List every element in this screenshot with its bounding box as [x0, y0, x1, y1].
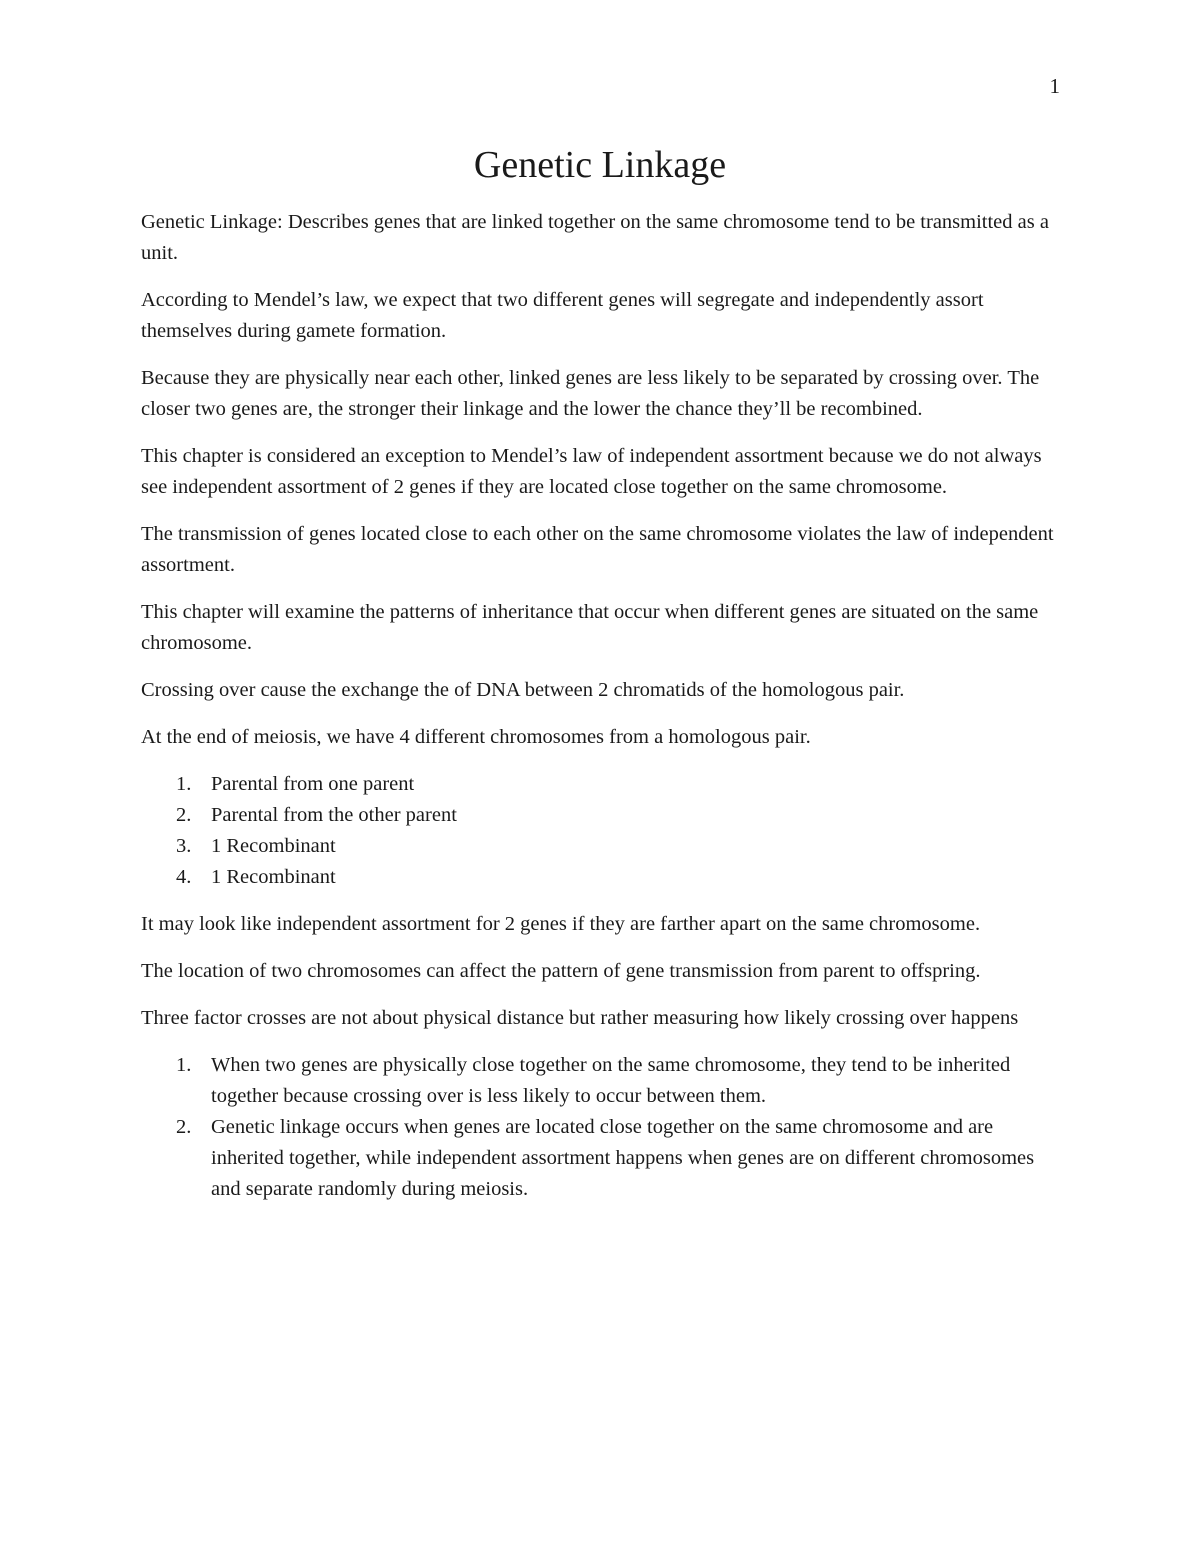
- paragraph: Genetic Linkage: Describes genes that are linked together on the same chromosome tend to be transmitted as a unit.: [141, 211, 1049, 264]
- list-number: 2.: [176, 1116, 192, 1138]
- list-number: 2.: [176, 804, 192, 826]
- list-number: 4.: [176, 866, 192, 888]
- document-body: [141, 207, 1061, 1221]
- paragraph: At the end of meiosis, we have 4 different chromosomes from a homologous pair.: [141, 726, 811, 748]
- chromosome-list: [141, 769, 1061, 893]
- list-item-text: When two genes are physically close together on the same chromosome, they tend to be inherited together because crossing over is less likely to occur between them.: [211, 1054, 1011, 1107]
- list-item-text: Parental from the other parent: [211, 804, 457, 826]
- paragraph: The location of two chromosomes can affect the pattern of gene transmission from parent to offspring.: [141, 960, 981, 982]
- list-item: [141, 1112, 1061, 1205]
- list-item: [141, 769, 1061, 800]
- paragraph: This chapter will examine the patterns of inheritance that occur when different genes are situated on the same chromosome.: [141, 601, 1039, 654]
- list-item-text: 1 Recombinant: [211, 835, 336, 857]
- paragraph: Three factor crosses are not about physical distance but rather measuring how likely crossing over happens: [141, 1007, 1019, 1029]
- document-title: Genetic Linkage: [473, 144, 727, 186]
- list-item: [141, 800, 1061, 831]
- list-item-text: 1 Recombinant: [211, 866, 336, 888]
- list-item-text: Genetic linkage occurs when genes are located close together on the same chromosome and are inherited together, while independent assortment happens when genes are on different chromosomes and separate randomly during meiosis.: [211, 1116, 1035, 1200]
- list-item: [141, 831, 1061, 862]
- list-item: [141, 1050, 1061, 1112]
- list-number: 1.: [176, 1054, 192, 1076]
- list-number: 3.: [176, 835, 192, 857]
- paragraph: Because they are physically near each other, linked genes are less likely to be separated by crossing over. The closer two genes are, the stronger their linkage and the lower the chance they’ll be recombined.: [141, 367, 1040, 420]
- page-number: 1: [1049, 74, 1060, 98]
- paragraph: Crossing over cause the exchange the of DNA between 2 chromatids of the homologous pair.: [141, 679, 905, 701]
- linkage-list: [141, 1050, 1061, 1205]
- list-item: [141, 862, 1061, 893]
- paragraph: The transmission of genes located close to each other on the same chromosome violates the law of independent assortment.: [141, 523, 1054, 576]
- list-number: 1.: [176, 773, 192, 795]
- paragraph: This chapter is considered an exception to Mendel’s law of independent assortment because we do not always see independent assortment of 2 genes if they are located close together on the same chromosome.: [141, 445, 1042, 498]
- paragraph: It may look like independent assortment for 2 genes if they are farther apart on the same chromosome.: [141, 913, 981, 935]
- list-item-text: Parental from one parent: [211, 773, 415, 795]
- paragraph: According to Mendel’s law, we expect that two different genes will segregate and independently assort themselves during gamete formation.: [141, 289, 984, 342]
